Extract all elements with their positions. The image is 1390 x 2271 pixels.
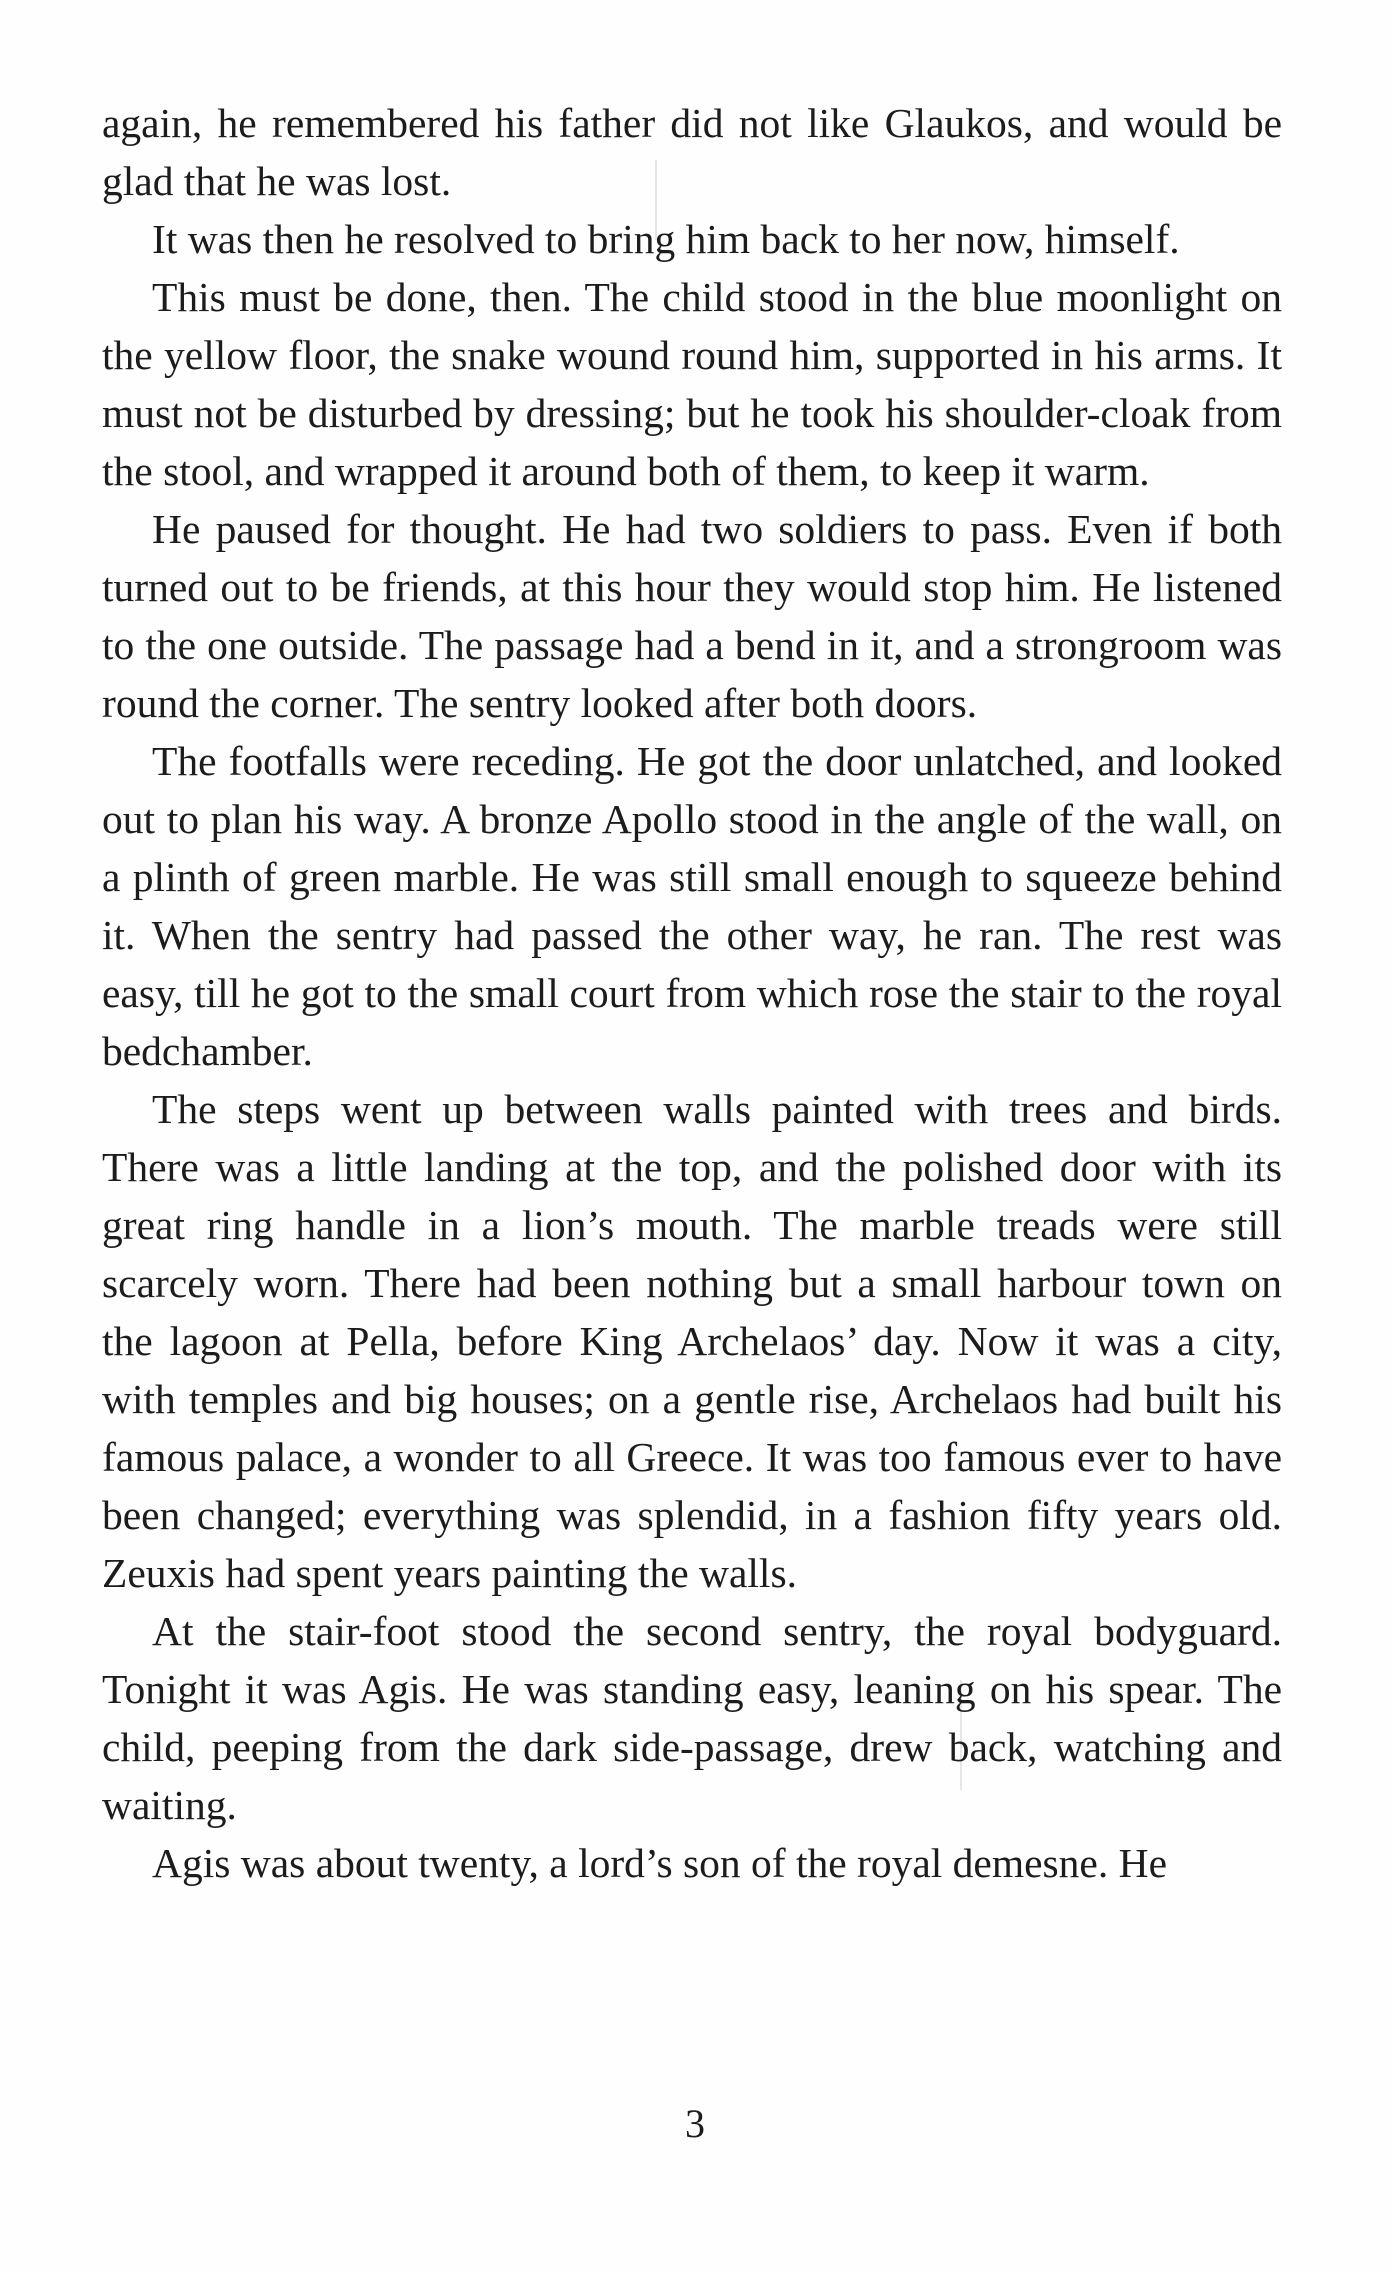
paragraph: The steps went up between walls painted with trees and birds. There was a little landing at the top, and the polished door with its great ring handle in a lion’s mouth. The marble treads were still scarcely worn. There had been nothing but a small harbour town on the lagoon at Pella, before King Archelaos’ day. Now it was a city, with temples and big houses; on a gentle rise, Archelaos had built his famous palace, a wonder to all Greece. It was too famous ever to have been changed; everything was splendid, in a fashion fifty years old. Zeuxis had spent years painting the walls. [102,1086,1282,1596]
paragraph: again, he remembered his father did not like Glaukos, and would be glad that he was lost. [102,100,1282,204]
paragraph: He paused for thought. He had two soldiers to pass. Even if both turned out to be friends, at this hour they would stop him. He listened to the one outside. The passage had a bend in it, and a strongroom was round the corner. The sentry looked after both doors. [102,506,1282,726]
page-number: 3 [685,2101,705,2146]
paragraph: At the stair-foot stood the second sentry, the royal bodyguard. Tonight it was Agis. He was standing easy, leaning on his spear. The child, peeping from the dark side-passage, drew back, watching and waiting. [102,1608,1282,1828]
paragraph: This must be done, then. The child stood in the blue moonlight on the yellow floor, the snake wound round him, supported in his arms. It must not be disturbed by dressing; but he took his shoulder-cloak from the stool, and wrapped it around both of them, to keep it warm. [102,274,1282,494]
paragraph: The footfalls were receding. He got the door unlatched, and looked out to plan his way. A bronze Apollo stood in the angle of the wall, on a plinth of green marble. He was still small enough to squeeze behind it. When the sentry had passed the other way, he ran. The rest was easy, till he got to the small court from which rose the stair to the royal bedchamber. [102,738,1282,1074]
paragraph: Agis was about twenty, a lord’s son of the royal demesne. He [152,1840,1167,1886]
body-text [102,94,1282,1892]
paragraph: It was then he resolved to bring him back to her now, himself. [152,216,1180,262]
